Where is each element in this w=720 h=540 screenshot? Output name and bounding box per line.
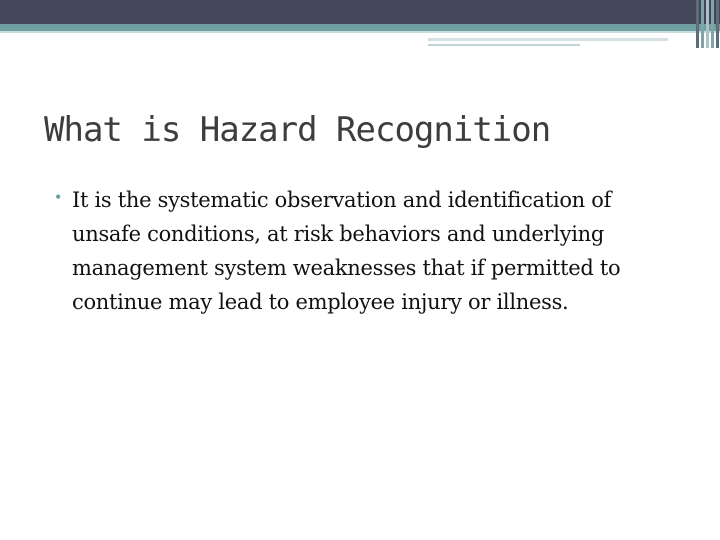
header-band-accent [0, 24, 720, 31]
corner-stripes-decoration [696, 0, 720, 48]
bullet-marker-icon: • [55, 187, 62, 207]
header-band-dark [0, 0, 720, 24]
bullet-text: It is the systematic observation and identification of unsafe conditions, at risk behaviors and underlying management system weaknesses that if permitted to continue may lead to employee injury or illness. [72, 188, 621, 314]
bullet-item [50, 183, 670, 319]
slide-title: What is Hazard Recognition [44, 110, 551, 150]
header-accent-line-short [428, 44, 580, 46]
slide-body [50, 183, 670, 319]
header-band-light [0, 31, 720, 33]
header-accent-line [428, 38, 668, 41]
